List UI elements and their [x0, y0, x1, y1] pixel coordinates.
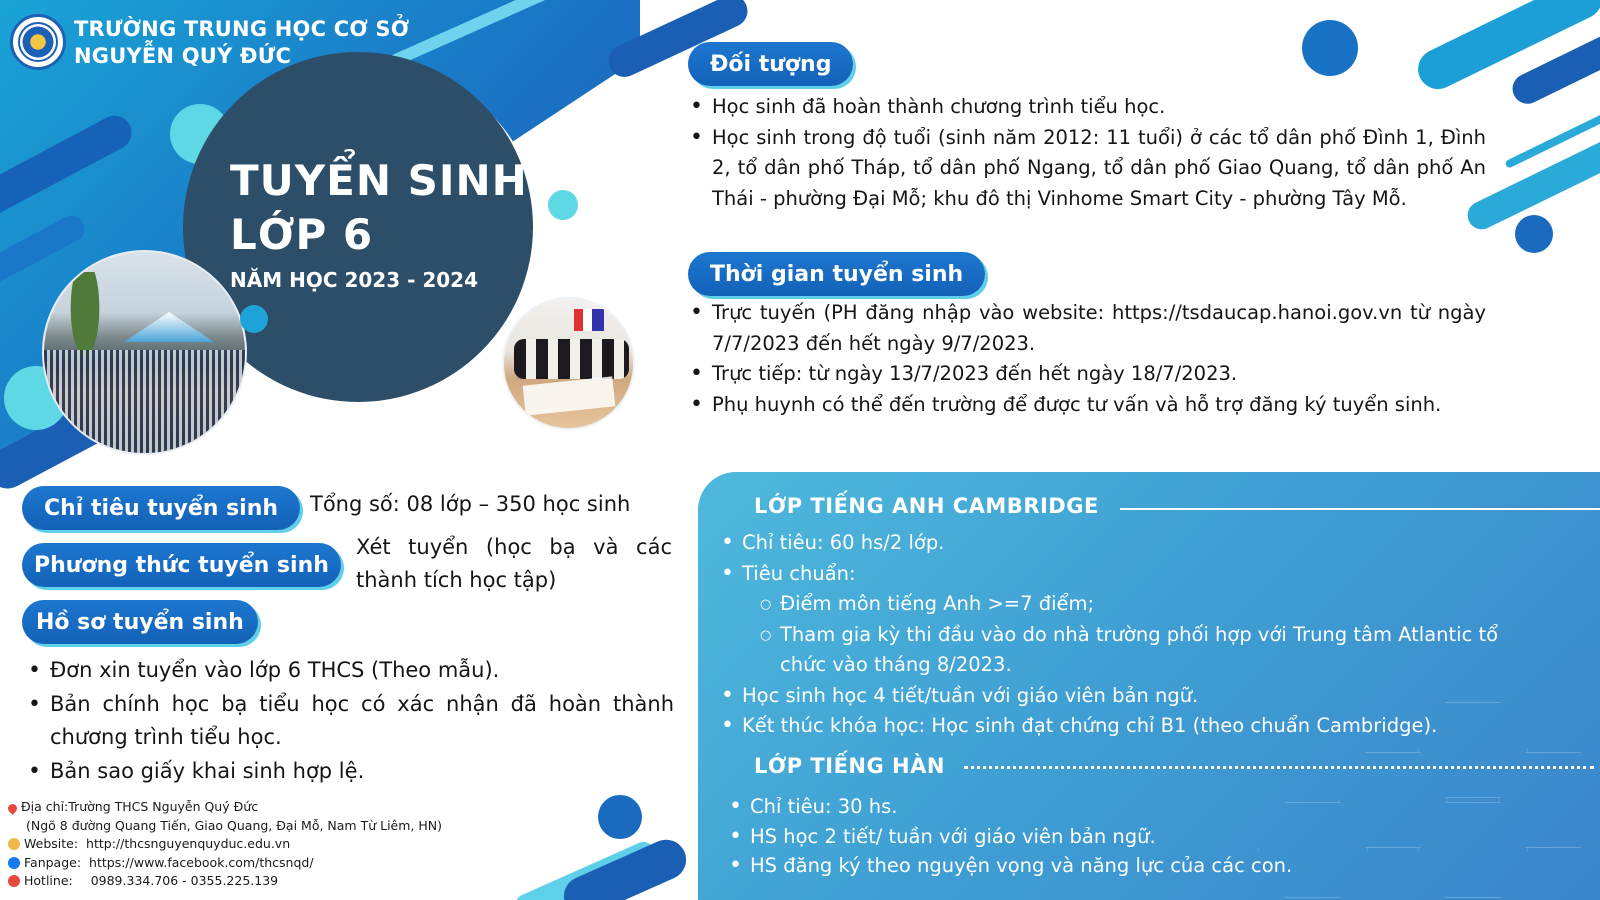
list-item: • Đơn xin tuyển vào lớp 6 THCS (Theo mẫu).	[26, 654, 674, 688]
contact-hotline	[8, 872, 442, 891]
address-line1: Địa chỉ:Trường THCS Nguyễn Quý Đức	[21, 799, 259, 814]
decor-stripe	[557, 833, 692, 900]
website-link[interactable]: http://thcsnguyenquyduc.edu.vn	[86, 836, 291, 851]
hero-title-line2: LỚP 6	[230, 210, 374, 259]
cambridge-list	[720, 528, 1540, 742]
list-item: • Tiêu chuẩn:	[720, 559, 1540, 590]
decor-dot	[1515, 215, 1553, 253]
language-classes-panel	[698, 472, 1600, 900]
chi-tieu-text: Tổng số: 08 lớp – 350 học sinh	[310, 492, 631, 516]
classroom-photo	[502, 297, 635, 430]
list-item: • Phụ huynh có thể đến trường để được tư vấn và hỗ trợ đăng ký tuyển sinh.	[688, 390, 1486, 421]
website-label: Website:	[24, 836, 79, 851]
contact-address	[8, 798, 442, 817]
hero-title	[230, 154, 528, 262]
school-name-line1: TRƯỜNG TRUNG HỌC CƠ SỞ	[74, 17, 410, 41]
list-item: • HS đăng ký theo nguyện vọng và năng lực của các con.	[728, 851, 1548, 881]
contact-block	[8, 798, 442, 891]
school-yard-photo	[42, 250, 247, 455]
phuong-thuc-text: Xét tuyển (học bạ và các thành tích học tập)	[356, 535, 672, 592]
decor-dot	[598, 795, 642, 839]
chi-tieu-heading: Chỉ tiêu tuyển sinh	[22, 486, 300, 530]
ho-so-list	[26, 654, 674, 788]
list-item: • Trực tuyến (PH đăng nhập vào website: https://tsdaucap.hanoi.gov.vn từ ngày 7/7/2023 đến hết ngày 9/7/2023.	[688, 298, 1486, 359]
phuong-thuc-heading: Phương thức tuyển sinh	[22, 543, 341, 587]
address-line2: (Ngõ 8 đường Quang Tiến, Giao Quang, Đại Mỗ, Nam Từ Liêm, HN)	[26, 817, 442, 833]
list-item: • Chỉ tiêu: 30 hs.	[728, 792, 1548, 822]
list-item: • Trực tiếp: từ ngày 13/7/2023 đến hết ngày 18/7/2023.	[688, 359, 1486, 390]
korean-heading: LỚP TIẾNG HÀN	[754, 754, 945, 778]
fanpage-label: Fanpage:	[24, 854, 82, 870]
thoi-gian-heading: Thời gian tuyển sinh	[688, 252, 985, 296]
facebook-icon	[8, 857, 20, 869]
list-item: • Chỉ tiêu: 60 hs/2 lớp.	[720, 528, 1540, 559]
list-item: • HS học 2 tiết/ tuần với giáo viên bản ngữ.	[728, 822, 1548, 852]
thoi-gian-list	[688, 298, 1486, 420]
globe-icon	[8, 838, 20, 850]
location-pin-icon	[6, 802, 19, 815]
doi-tuong-heading: Đối tượng	[688, 42, 853, 86]
contact-website	[8, 835, 442, 854]
korean-divider	[964, 766, 1594, 769]
school-logo	[10, 14, 66, 70]
hero-year: NĂM HỌC 2023 - 2024	[230, 268, 479, 292]
contact-fanpage	[8, 854, 442, 873]
list-item: • Bản sao giấy khai sinh hợp lệ.	[26, 755, 674, 789]
list-item: • Học sinh học 4 tiết/tuần với giáo viên bản ngữ.	[720, 681, 1540, 712]
korean-list	[728, 792, 1548, 881]
list-item: • Học sinh trong độ tuổi (sinh năm 2012: 11 tuổi) ở các tổ dân phố Đình 1, Đình 2, tổ dân phố Tháp, tổ dân phố Ngang, tổ dân phố Giao Quang, tổ dân phố An Thái - phường Đại Mỗ; khu đô thị Vinhome Smart City - phường Tây Mỗ.	[688, 123, 1486, 215]
ho-so-heading: Hồ sơ tuyển sinh	[22, 600, 258, 644]
decor-dot	[240, 305, 268, 333]
decor-dot	[1302, 20, 1358, 76]
cambridge-divider	[1120, 508, 1600, 510]
hero-title-line1: TUYỂN SINH	[230, 156, 528, 205]
list-item: • Kết thúc khóa học: Học sinh đạt chứng chỉ B1 (theo chuẩn Cambridge).	[720, 711, 1540, 742]
list-item: • Bản chính học bạ tiểu học có xác nhận đã hoàn thành chương trình tiểu học.	[26, 688, 674, 755]
school-name-line2: NGUYỄN QUÝ ĐỨC	[74, 44, 292, 68]
phone-icon	[8, 875, 20, 887]
hotline-label: Hotline:	[24, 873, 73, 888]
fanpage-link[interactable]: https://www.facebook.com/thcsnqd/	[89, 854, 314, 870]
decor-dot	[548, 190, 578, 220]
list-subitem: ○ Điểm môn tiếng Anh >=7 điểm;	[720, 589, 1540, 620]
cambridge-heading: LỚP TIẾNG ANH CAMBRIDGE	[754, 494, 1099, 518]
list-subitem: ○ Tham gia kỳ thi đầu vào do nhà trường phối hợp với Trung tâm Atlantic tổ chức vào tháng 8/2023.	[720, 620, 1540, 681]
doi-tuong-list	[688, 92, 1486, 214]
hotline-number: 0989.334.706 - 0355.225.139	[90, 873, 279, 888]
list-item: • Học sinh đã hoàn thành chương trình tiểu học.	[688, 92, 1486, 123]
